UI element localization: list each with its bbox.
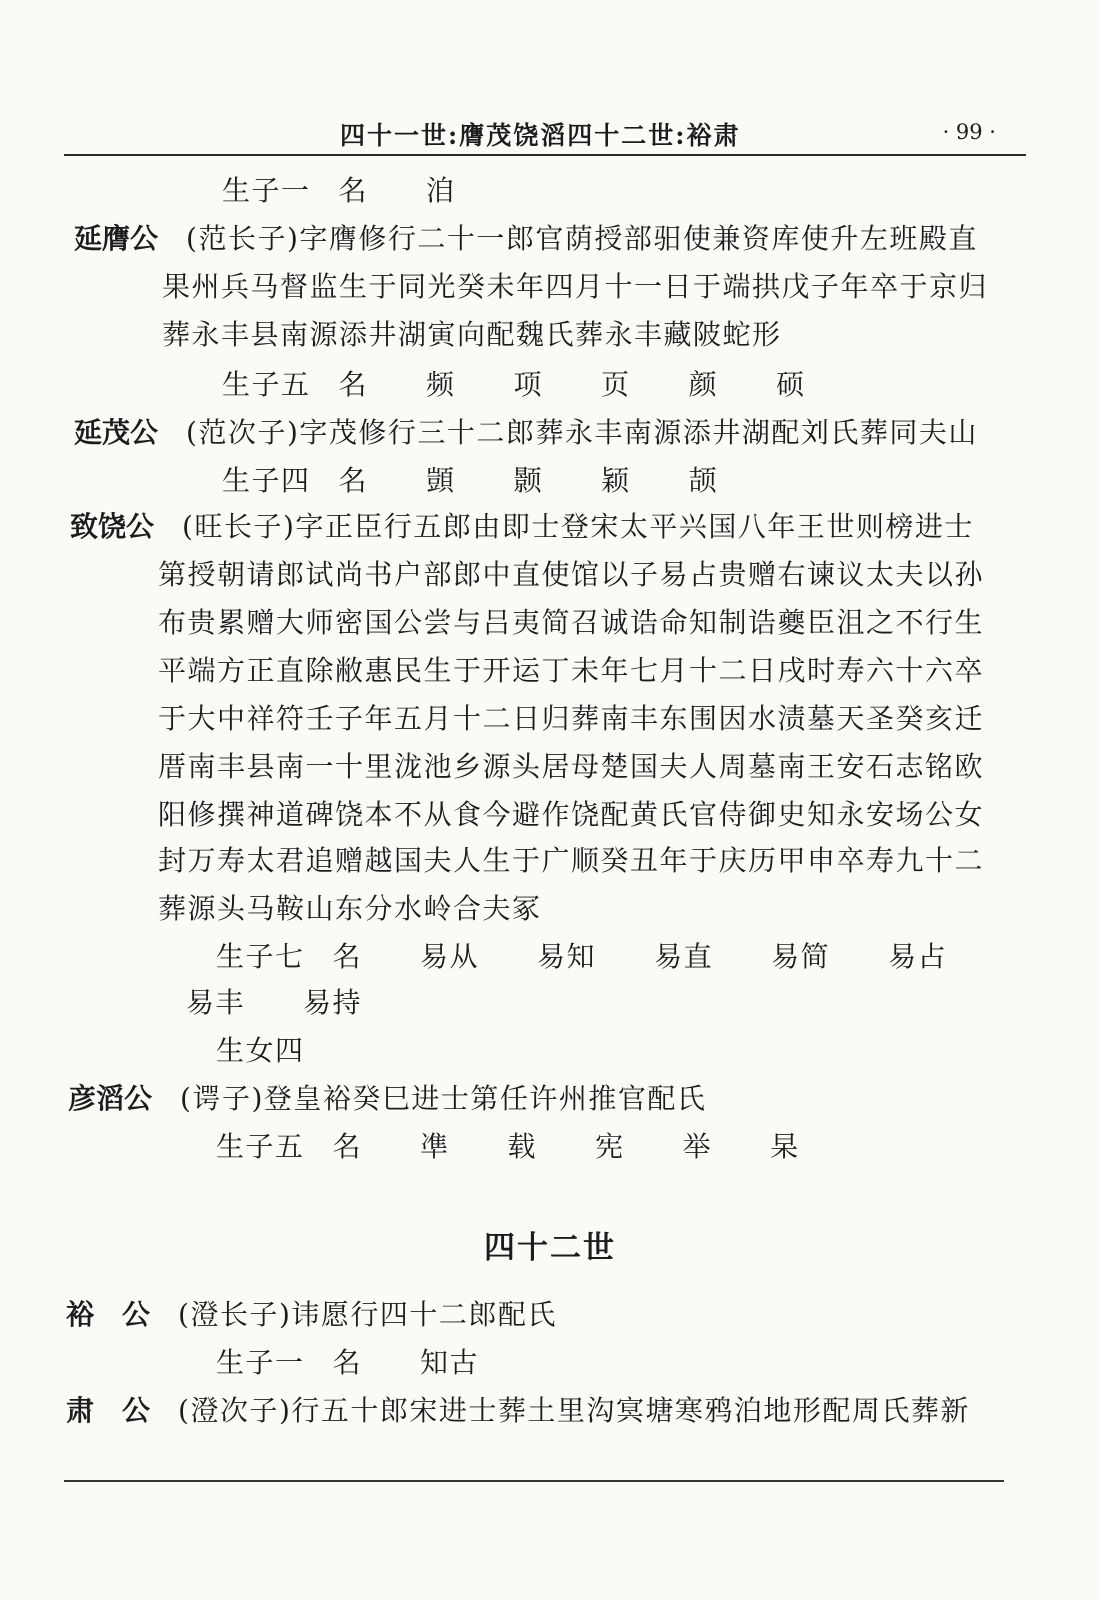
entry-yanmao bbox=[74, 416, 978, 450]
entry-text-line: 厝南丰县南一十里泷池乡源头居母楚国夫人周墓南王安石志铭欧 bbox=[158, 750, 985, 783]
sons-line: 生子五 名 频 项 页 颜 硕 bbox=[222, 368, 806, 401]
entry-su bbox=[66, 1394, 970, 1428]
sons-line: 生子一 名 知古 bbox=[216, 1346, 480, 1379]
person-name: 彦滔公 bbox=[68, 1082, 153, 1115]
person-name: 延茂公 bbox=[74, 416, 159, 449]
entry-text-line: 布贵累赠大师密国公尝与吕夷简召诚诰命知制诰夔臣沮之不行生 bbox=[158, 606, 985, 639]
running-title: 四十一世:膺茂饶滔四十二世:裕肃 bbox=[340, 121, 741, 150]
sons-line: 生子七 名 易从 易知 易直 易简 易占 bbox=[216, 940, 948, 973]
header-rule bbox=[64, 154, 1026, 156]
entry-text: (澄长子)讳愿行四十二郎配氏 bbox=[178, 1298, 557, 1331]
entry-yanying bbox=[74, 222, 978, 256]
entry-text: (范长子)字膺修行二十一郎官荫授部驲使兼资库使升左班殿直 bbox=[186, 222, 978, 255]
entry-text-line: 平端方正直除敝惠民生于开运丁未年七月十二日戌时寿六十六卒 bbox=[158, 654, 985, 687]
entry-text: (澄次子)行五十郎宋进士葬土里沟㝠塘寒鸦泊地形配周氏葬新 bbox=[178, 1394, 970, 1427]
entry-yu bbox=[66, 1298, 557, 1332]
entry-yantao bbox=[68, 1082, 706, 1116]
entry-text-line: 果州兵马督监生于同光癸未年四月十一日于端拱戊子年卒于京归 bbox=[162, 270, 989, 303]
entry-text-line: 葬永丰县南源添井湖寅向配魏氏葬永丰藏陂蛇形 bbox=[162, 318, 782, 351]
entry-text-line: 封万寿太君追赠越国夫人生于广顺癸丑年于庆历甲申卒寿九十二 bbox=[158, 844, 985, 877]
bottom-rule bbox=[64, 1480, 1004, 1482]
entry-text-line: 第授朝请郎试尚书户部郎中直使馆以子易占贵赠右谏议太夫以孙 bbox=[158, 558, 985, 591]
person-name: 致饶公 bbox=[70, 510, 155, 543]
page-number: · 99 · bbox=[942, 120, 996, 144]
sons-line: 生子一 名 洎 bbox=[222, 174, 456, 207]
daughters-line: 生女四 bbox=[216, 1034, 305, 1067]
sons-line: 生子五 名 凖 载 宪 举 杲 bbox=[216, 1130, 800, 1163]
entry-text-line: 阳修撰神道碑饶本不从食今避作饶配黄氏官侍御史知永安场公女 bbox=[158, 798, 985, 831]
entry-text-line: 葬源头马鞍山东分水岭合夫冢 bbox=[158, 892, 542, 925]
page-header bbox=[64, 110, 1026, 156]
entry-text: (谔子)登皇裕癸巳进士第任许州推官配氏 bbox=[180, 1082, 707, 1115]
entry-text: (旺长子)字正臣行五郎由即士登宋太平兴国八年王世则榜进士 bbox=[182, 510, 974, 543]
person-name: 延膺公 bbox=[74, 222, 159, 255]
sons-line: 生子四 名 顗 颢 颖 颉 bbox=[222, 464, 719, 497]
entry-text-line: 于大中祥符壬子年五月十二日归葬南丰东围因水渍墓天圣癸亥迁 bbox=[158, 702, 985, 735]
person-name: 裕 公 bbox=[66, 1298, 151, 1331]
person-name: 肃 公 bbox=[66, 1394, 151, 1427]
entry-text: (范次子)字茂修行三十二郎葬永丰南源添井湖配刘氏葬同夫山 bbox=[186, 416, 978, 449]
sons-line-continued: 易丰 易持 bbox=[186, 986, 363, 1019]
entry-zhirao bbox=[70, 510, 974, 544]
section-title: 四十二世 bbox=[484, 1230, 616, 1266]
